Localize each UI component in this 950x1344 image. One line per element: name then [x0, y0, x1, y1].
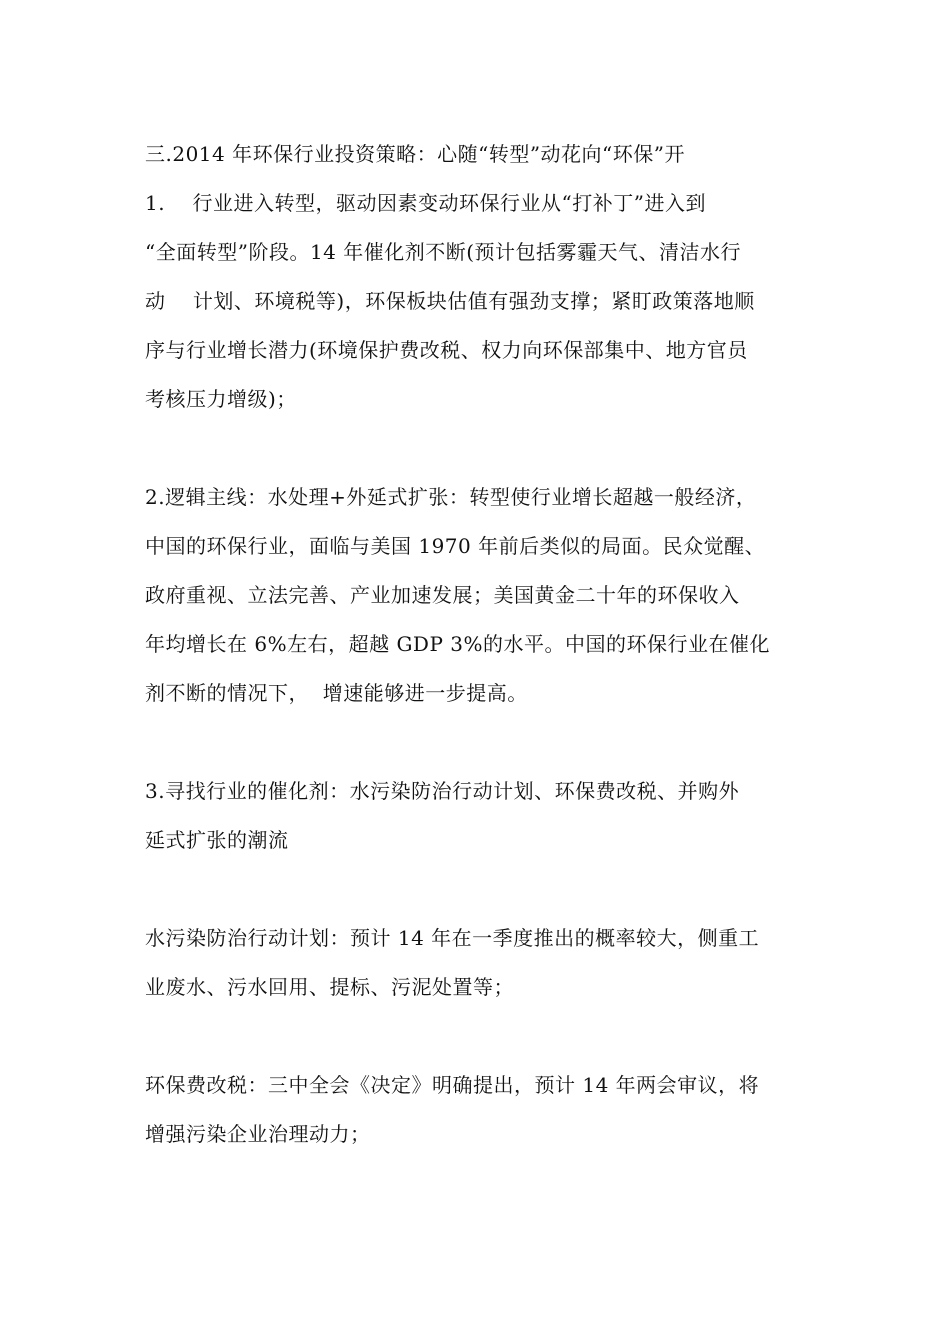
section-heading: 三.2014 年环保行业投资策略：心随“转型”动花向“环保”开 [145, 142, 686, 166]
paragraph-line: 延式扩张的潮流 [145, 828, 289, 852]
paragraph-line: 政府重视、立法完善、产业加速发展；美国黄金二十年的环保收入 [145, 583, 740, 607]
paragraph-line: 3.寻找行业的催化剂：水污染防治行动计划、环保费改税、并购外 [145, 779, 740, 803]
paragraph-3 [145, 767, 815, 865]
paragraph-line: 增强污染企业治理动力； [145, 1122, 371, 1146]
document-body [145, 130, 815, 1159]
blank-line [145, 424, 815, 473]
paragraph-line: 年均增长在 6%左右，超越 GDP 3%的水平。中国的环保行业在催化 [145, 632, 770, 656]
paragraph-1 [145, 179, 815, 424]
paragraph-line: 1. 行业进入转型，驱动因素变动环保行业从“打补丁”进入到 [145, 191, 706, 215]
paragraph-line: 业废水、污水回用、提标、污泥处置等； [145, 975, 514, 999]
paragraph-line: 环保费改税：三中全会《决定》明确提出，预计 14 年两会审议，将 [145, 1073, 760, 1097]
paragraph-line: 剂不断的情况下， 增速能够进一步提高。 [145, 681, 528, 705]
paragraph-line: 序与行业增长潜力(环境保护费改税、权力向环保部集中、地方官员 [145, 338, 748, 362]
paragraph-line: 2.逻辑主线：水处理+外延式扩张：转型使行业增长超越一般经济， [145, 485, 757, 509]
paragraph-line: 考核压力增级)； [145, 387, 297, 411]
paragraph-line: “全面转型”阶段。14 年催化剂不断(预计包括雾霾天气、清洁水行 [145, 240, 742, 264]
paragraph-4 [145, 914, 815, 1012]
paragraph-2 [145, 473, 815, 718]
blank-line [145, 718, 815, 767]
paragraph-5 [145, 1061, 815, 1159]
blank-line [145, 865, 815, 914]
paragraph-line: 中国的环保行业，面临与美国 1970 年前后类似的局面。民众觉醒、 [145, 534, 766, 558]
blank-line [145, 1012, 815, 1061]
paragraph-line: 动 计划、环境税等)，环保板块估值有强劲支撑；紧盯政策落地顺 [145, 289, 755, 313]
paragraph-line: 水污染防治行动计划：预计 14 年在一季度推出的概率较大，侧重工 [145, 926, 760, 950]
